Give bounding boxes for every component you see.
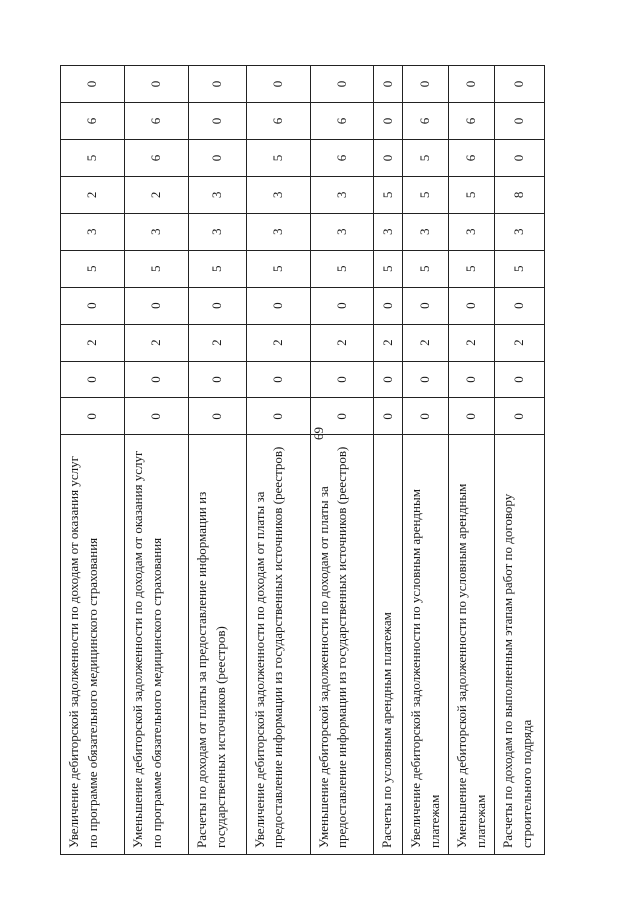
code-digit-cell: 0 — [310, 361, 374, 398]
code-digit-cell: 0 — [188, 139, 246, 176]
code-digit-cell: 3 — [403, 213, 449, 250]
code-digit-cell: 3 — [188, 213, 246, 250]
code-digit-cell: 5 — [403, 250, 449, 287]
rotated-table-wrapper — [60, 65, 545, 855]
code-digit-cell: 0 — [124, 287, 188, 324]
code-digit-cell: 0 — [449, 287, 495, 324]
row-description: Увеличение дебиторской задолженности по доходам от платы за предоставление информации из государственных источников (реестров) — [246, 435, 310, 855]
code-digit-cell: 3 — [246, 176, 310, 213]
table-row — [188, 66, 246, 855]
table-body — [61, 66, 545, 855]
code-digit-cell: 0 — [495, 398, 545, 435]
code-digit-cell: 0 — [374, 139, 403, 176]
code-digit-cell: 5 — [403, 176, 449, 213]
code-digit-cell: 0 — [188, 287, 246, 324]
code-digit-cell: 8 — [495, 176, 545, 213]
table-row — [124, 66, 188, 855]
code-digit-cell: 5 — [246, 250, 310, 287]
code-digit-cell: 0 — [246, 66, 310, 103]
code-digit-cell: 5 — [374, 176, 403, 213]
code-digit-cell: 3 — [310, 176, 374, 213]
code-digit-cell: 2 — [188, 324, 246, 361]
code-digit-cell: 5 — [449, 250, 495, 287]
code-digit-cell: 3 — [495, 213, 545, 250]
row-description: Уменьшение дебиторской задолженности по доходам от оказания услуг по программе обязательного медицинского страхования — [124, 435, 188, 855]
code-digit-cell: 3 — [374, 213, 403, 250]
row-description: Расчеты по условным арендным платежам — [374, 435, 403, 855]
code-digit-cell: 5 — [374, 250, 403, 287]
code-digit-cell: 3 — [188, 176, 246, 213]
code-digit-cell: 0 — [124, 66, 188, 103]
row-description: Увеличение дебиторской задолженности по условным арендным платежам — [403, 435, 449, 855]
code-digit-cell: 5 — [61, 139, 125, 176]
code-digit-cell: 0 — [403, 287, 449, 324]
code-digit-cell: 0 — [374, 103, 403, 140]
code-digit-cell: 3 — [449, 213, 495, 250]
code-digit-cell: 3 — [246, 213, 310, 250]
code-digit-cell: 0 — [374, 66, 403, 103]
code-digit-cell: 0 — [246, 361, 310, 398]
code-digit-cell: 0 — [403, 361, 449, 398]
code-digit-cell: 0 — [188, 103, 246, 140]
code-digit-cell: 0 — [310, 66, 374, 103]
code-digit-cell: 0 — [310, 398, 374, 435]
row-description: Уменьшение дебиторской задолженности по условным арендным платежам — [449, 435, 495, 855]
table-row — [310, 66, 374, 855]
accounts-table — [60, 65, 545, 855]
code-digit-cell: 3 — [310, 213, 374, 250]
code-digit-cell: 6 — [449, 139, 495, 176]
code-digit-cell: 6 — [124, 103, 188, 140]
code-digit-cell: 5 — [246, 139, 310, 176]
code-digit-cell: 5 — [188, 250, 246, 287]
code-digit-cell: 2 — [124, 324, 188, 361]
code-digit-cell: 3 — [124, 213, 188, 250]
code-digit-cell: 0 — [246, 287, 310, 324]
code-digit-cell: 6 — [403, 103, 449, 140]
code-digit-cell: 0 — [188, 361, 246, 398]
code-digit-cell: 2 — [246, 324, 310, 361]
row-description: Расчеты по доходам от платы за предоставление информации из государственных источников (реестров) — [188, 435, 246, 855]
code-digit-cell: 0 — [449, 398, 495, 435]
code-digit-cell: 5 — [449, 176, 495, 213]
code-digit-cell: 5 — [124, 250, 188, 287]
code-digit-cell: 0 — [495, 361, 545, 398]
code-digit-cell: 0 — [495, 103, 545, 140]
code-digit-cell: 6 — [246, 103, 310, 140]
code-digit-cell: 5 — [61, 250, 125, 287]
code-digit-cell: 2 — [61, 324, 125, 361]
table-row — [61, 66, 125, 855]
code-digit-cell: 2 — [449, 324, 495, 361]
code-digit-cell: 2 — [495, 324, 545, 361]
table-row — [246, 66, 310, 855]
code-digit-cell: 0 — [495, 139, 545, 176]
code-digit-cell: 0 — [374, 287, 403, 324]
code-digit-cell: 0 — [188, 66, 246, 103]
row-description: Уменьшение дебиторской задолженности по доходам от платы за предоставление информации из государственных источников (реестров) — [310, 435, 374, 855]
code-digit-cell: 5 — [310, 250, 374, 287]
code-digit-cell: 6 — [124, 139, 188, 176]
table-row — [495, 66, 545, 855]
table-row — [403, 66, 449, 855]
row-description: Расчеты по доходам по выполненным этапам работ по договору строительного подряда — [495, 435, 545, 855]
code-digit-cell: 0 — [403, 66, 449, 103]
code-digit-cell: 6 — [310, 103, 374, 140]
code-digit-cell: 0 — [124, 398, 188, 435]
code-digit-cell: 0 — [61, 361, 125, 398]
code-digit-cell: 0 — [246, 398, 310, 435]
code-digit-cell: 0 — [495, 287, 545, 324]
table-row — [374, 66, 403, 855]
code-digit-cell: 6 — [61, 103, 125, 140]
code-digit-cell: 0 — [310, 287, 374, 324]
code-digit-cell: 2 — [124, 176, 188, 213]
code-digit-cell: 2 — [403, 324, 449, 361]
code-digit-cell: 0 — [61, 66, 125, 103]
code-digit-cell: 6 — [449, 103, 495, 140]
code-digit-cell: 3 — [61, 213, 125, 250]
code-digit-cell: 5 — [403, 139, 449, 176]
code-digit-cell: 6 — [310, 139, 374, 176]
code-digit-cell: 0 — [61, 287, 125, 324]
code-digit-cell: 0 — [495, 66, 545, 103]
code-digit-cell: 0 — [124, 361, 188, 398]
table-row — [449, 66, 495, 855]
code-digit-cell: 0 — [449, 361, 495, 398]
code-digit-cell: 0 — [374, 398, 403, 435]
row-description: Увеличение дебиторской задолженности по доходам от оказания услуг по программе обязательного медицинского страхования — [61, 435, 125, 855]
code-digit-cell: 0 — [374, 361, 403, 398]
code-digit-cell: 5 — [495, 250, 545, 287]
code-digit-cell: 0 — [61, 398, 125, 435]
code-digit-cell: 0 — [449, 66, 495, 103]
code-digit-cell: 0 — [188, 398, 246, 435]
code-digit-cell: 2 — [374, 324, 403, 361]
code-digit-cell: 2 — [61, 176, 125, 213]
code-digit-cell: 0 — [403, 398, 449, 435]
page-number: 69 — [311, 427, 326, 440]
code-digit-cell: 2 — [310, 324, 374, 361]
